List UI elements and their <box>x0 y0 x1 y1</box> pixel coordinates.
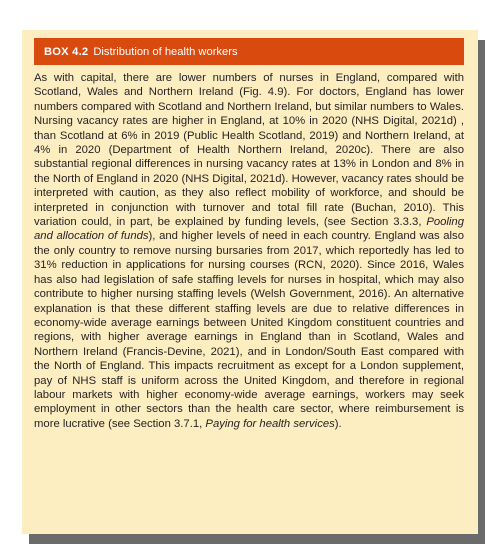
body-text-part-3: ). <box>334 417 342 430</box>
text-box <box>22 30 478 534</box>
box-number: BOX 4.2 <box>44 45 89 58</box>
box-body <box>34 71 464 431</box>
body-text-part-1: As with capital, there are lower numbers of nurses in England, compared with Scotland, Wales and Northern Ireland (Fig. 4.9). For doctors, England has lower numbers compared with Scotland and Northern Ireland, but similar numbers to Wales. Nursing vacancy rates are higher in England, at 10% in 2020 (NHS Digital, 2021d) , than Scotland at 6% in 2019 (Public Health Scotland, 2019) and Northern Ireland, at 4% in 2020 (Department of Health Northern Ireland, 2020c). There are also substantial regional differences in nursing vacancy rates at 13% in London and 8% in the North of England in 2020 (NHS Digital, 2021d). However, vacancy rates should be interpreted with caution, as they also reflect mobility of workforce, and should be interpreted in conjunction with turnover and total fill rate (Buchan, 2010). This variation could, in part, be explained by funding levels, (see Section 3.3.3, <box>34 72 464 229</box>
box-title: Distribution of health workers <box>93 45 238 58</box>
body-text-part-2: ), and higher levels of need in each country. England was also the only country to remove nursing bursaries from 2017, which reportedly has led to 31% reduction in applications for nursing courses (RCN, 2020). Since 2016, Wales has also had legislation of safe staffing levels for nurses in hospital, which may also contribute to higher nursing staffing levels (Welsh Government, 2016). An alternative explanation is that these different staffing levels are due to relative differences in economy-wide average earnings between United Kingdom constituent countries and regions, with higher average earnings in England than in Scotland, Wales and Northern Ireland (Francis-Devine, 2021), and in London/South East compared with the North of England. This impacts recruitment as except for a London supplement, pay of NHS staff is uniform across the United Kingdom, and therefore in regional labour markets with higher economy-wide average earnings, workers may seek employment in other sectors than the health care sector, where reimbursement is more lucrative (see Section 3.7.1, <box>34 230 464 430</box>
box-header <box>34 38 464 65</box>
section-reference-paying: Paying for health services <box>205 417 335 430</box>
section-reference-pooling: Pooling and allocation of funds <box>34 216 464 243</box>
